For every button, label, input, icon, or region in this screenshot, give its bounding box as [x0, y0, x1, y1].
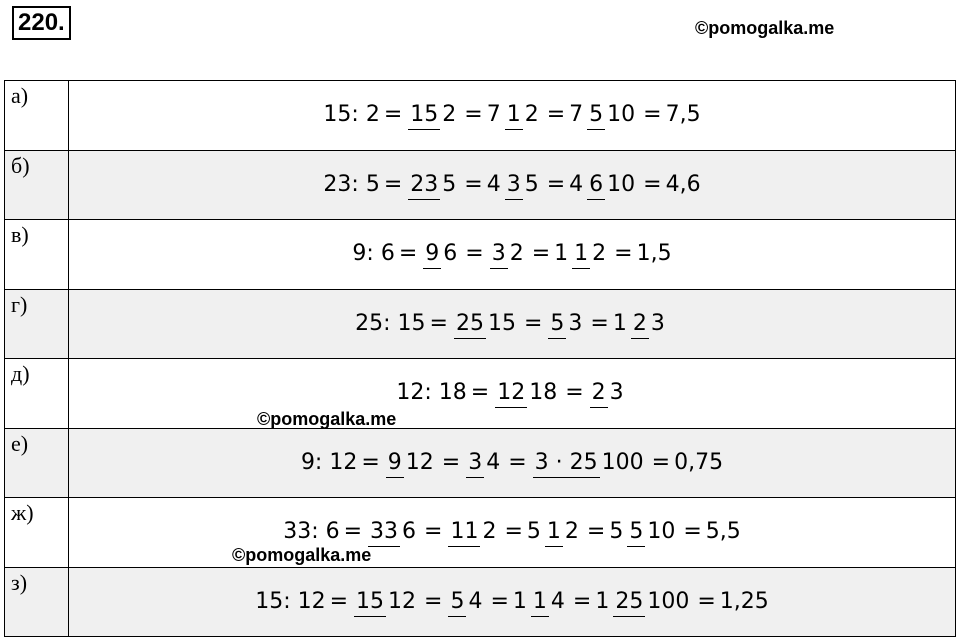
numerator: 5 — [448, 589, 466, 617]
row-label: е) — [5, 428, 69, 498]
equals-sign: = — [572, 588, 592, 614]
equals-sign: = — [470, 380, 490, 406]
equation — [396, 382, 627, 404]
equation-cell — [69, 359, 956, 429]
denominator: 100 — [647, 588, 690, 614]
equals-sign: = — [651, 449, 671, 475]
fraction — [572, 243, 608, 265]
denominator: 4 — [486, 449, 501, 475]
numerator: 5 — [587, 102, 605, 130]
row-label: в) — [5, 220, 69, 290]
equation-cell — [69, 81, 956, 151]
equals-sign: = — [504, 519, 523, 545]
numerator: 15 — [354, 589, 386, 617]
equals-sign: = — [424, 519, 443, 545]
number: 9: 6 — [352, 241, 395, 267]
equals-sign: = — [490, 588, 509, 614]
equals-sign: = — [565, 380, 584, 406]
numerator: 3 — [490, 241, 508, 269]
numerator: 3 — [466, 450, 484, 478]
numerator: 25 — [454, 311, 486, 339]
numerator: 15 — [408, 102, 440, 130]
fraction — [408, 171, 458, 197]
equals-sign: = — [643, 102, 662, 128]
equation-cell — [69, 567, 956, 637]
equation — [323, 104, 700, 126]
fraction — [423, 243, 459, 265]
fraction — [587, 104, 637, 126]
numerator: 9 — [386, 450, 404, 478]
table-row — [5, 428, 956, 498]
numerator: 6 — [587, 172, 605, 200]
equals-sign: = — [464, 102, 483, 128]
watermark: ©pomogalka.me — [257, 409, 397, 429]
denominator: 4 — [550, 588, 565, 614]
denominator: 2 — [442, 102, 457, 128]
row-label: а) — [5, 81, 69, 151]
equals-sign: = — [683, 519, 702, 545]
equals-sign: = — [508, 449, 527, 475]
equation — [355, 310, 669, 336]
fraction — [533, 449, 646, 475]
number: 7,5 — [665, 102, 701, 128]
denominator: 12 — [388, 588, 417, 614]
table-row — [5, 150, 956, 220]
equals-sign: = — [383, 171, 403, 197]
number: 1 — [554, 241, 569, 267]
denominator: 6 — [402, 519, 417, 545]
numerator: 11 — [448, 519, 480, 547]
fraction — [631, 310, 667, 336]
equals-sign: = — [424, 588, 443, 614]
equation — [300, 449, 724, 475]
equals-sign: = — [614, 241, 633, 267]
table-row — [5, 498, 956, 568]
number: 15: 12 — [255, 588, 326, 614]
denominator: 15 — [487, 310, 516, 336]
equals-sign: = — [383, 102, 403, 128]
number: 0,75 — [674, 449, 724, 475]
fraction — [368, 521, 418, 543]
equals-sign: = — [343, 519, 363, 545]
equals-sign: = — [464, 171, 483, 197]
numerator: 5 — [548, 311, 566, 339]
denominator: 3 — [609, 380, 624, 406]
task-number: 220. — [12, 6, 71, 40]
numerator: 3 — [505, 172, 523, 200]
number: 9: 12 — [300, 449, 358, 475]
denominator: 3 — [568, 310, 583, 336]
numerator: 12 — [495, 380, 527, 408]
equation-cell — [69, 428, 956, 498]
number: 4,6 — [665, 171, 701, 197]
row-label: з) — [5, 567, 69, 637]
number: 1,25 — [719, 588, 769, 614]
number: 7 — [569, 102, 584, 128]
number: 1,5 — [636, 241, 672, 267]
number: 33: 6 — [283, 519, 340, 545]
fraction — [408, 104, 458, 126]
denominator: 12 — [405, 449, 434, 475]
equals-sign: = — [586, 519, 606, 545]
numerator: 1 — [572, 241, 590, 269]
denominator: 4 — [468, 588, 483, 614]
fraction — [354, 588, 418, 614]
numerator: 1 — [545, 519, 563, 547]
equals-sign: = — [590, 310, 609, 336]
equals-sign: = — [643, 171, 662, 197]
solution-table — [4, 80, 956, 637]
denominator: 3 — [650, 310, 665, 336]
fraction — [590, 382, 626, 404]
equation — [352, 243, 671, 265]
number: 15: 2 — [323, 102, 380, 128]
equals-sign: = — [523, 310, 543, 336]
denominator: 10 — [607, 102, 636, 128]
denominator: 5 — [442, 171, 457, 197]
numerator: 33 — [368, 519, 400, 547]
numerator: 2 — [631, 311, 649, 339]
table-row — [5, 289, 956, 359]
number: 1 — [612, 310, 627, 336]
number: 23: 5 — [323, 171, 380, 197]
numerator: 1 — [531, 589, 549, 617]
number: 7 — [486, 102, 501, 128]
fraction — [490, 243, 526, 265]
equation-cell — [69, 498, 956, 568]
equals-sign: = — [531, 241, 551, 267]
equals-sign: = — [465, 241, 484, 267]
equals-sign: = — [361, 449, 380, 475]
table-row — [5, 567, 956, 637]
denominator: 100 — [601, 449, 644, 475]
equals-sign: = — [697, 588, 716, 614]
denominator: 2 — [482, 519, 497, 545]
fraction — [448, 521, 498, 543]
numerator: 9 — [423, 241, 441, 269]
equals-sign: = — [429, 310, 448, 336]
denominator: 10 — [607, 171, 636, 197]
fraction — [386, 449, 436, 475]
numerator: 25 — [613, 589, 645, 617]
row-label: ж) — [5, 498, 69, 568]
number: 1 — [595, 588, 610, 614]
watermark: ©pomogalka.me — [232, 545, 372, 565]
fraction — [531, 588, 567, 614]
equation-cell — [69, 150, 956, 220]
watermark: ©pomogalka.me — [695, 18, 835, 38]
denominator: 2 — [509, 241, 524, 267]
equals-sign: = — [441, 449, 461, 475]
fraction — [545, 521, 581, 543]
fraction — [448, 588, 484, 614]
equation-cell — [69, 220, 956, 290]
number: 5 — [526, 519, 541, 545]
equals-sign: = — [546, 171, 566, 197]
fraction — [505, 104, 541, 126]
equation-cell — [69, 289, 956, 359]
number: 25: 15 — [355, 310, 426, 336]
equals-sign: = — [398, 241, 418, 267]
fraction — [587, 171, 637, 197]
number: 12: 18 — [396, 380, 467, 406]
numerator: 2 — [590, 380, 608, 408]
equals-sign: = — [546, 102, 566, 128]
number: 5,5 — [705, 519, 741, 545]
fraction — [466, 449, 502, 475]
fraction — [454, 310, 518, 336]
equation — [323, 171, 701, 197]
equals-sign: = — [329, 588, 349, 614]
fraction — [627, 521, 677, 543]
row-label: б) — [5, 150, 69, 220]
number: 4 — [486, 171, 501, 197]
numerator: 1 — [505, 102, 523, 130]
row-label: г) — [5, 289, 69, 359]
denominator: 2 — [564, 519, 579, 545]
denominator: 2 — [524, 102, 539, 128]
table-row — [5, 220, 956, 290]
fraction — [505, 171, 541, 197]
table-row — [5, 81, 956, 151]
table-row — [5, 359, 956, 429]
denominator: 18 — [529, 380, 558, 406]
fraction — [495, 382, 559, 404]
number: 4 — [569, 171, 584, 197]
numerator: 3 · 25 — [533, 450, 600, 478]
fraction — [548, 310, 584, 336]
denominator: 10 — [647, 519, 676, 545]
fraction — [613, 588, 691, 614]
equation — [283, 521, 741, 543]
denominator: 6 — [443, 241, 458, 267]
row-label: д) — [5, 359, 69, 429]
number: 5 — [609, 519, 624, 545]
number: 1 — [512, 588, 527, 614]
numerator: 5 — [627, 519, 645, 547]
equation — [255, 588, 769, 614]
denominator: 5 — [524, 171, 539, 197]
numerator: 23 — [408, 172, 440, 200]
denominator: 2 — [592, 241, 607, 267]
